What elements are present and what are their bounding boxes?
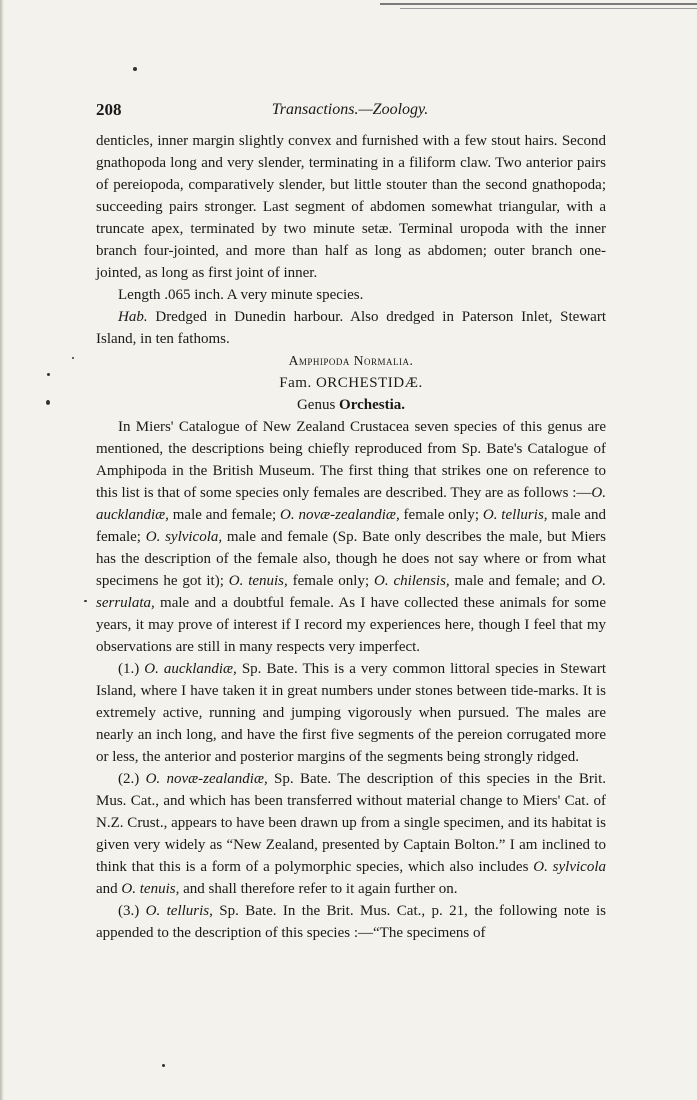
genus-prefix: Genus (296, 397, 336, 413)
species-name: O. sylvicola (533, 859, 606, 875)
page-edge-line (380, 3, 697, 5)
page-spine-shadow (0, 0, 4, 1100)
species-entry-1 (96, 658, 606, 768)
species-name: O. telluris, (145, 903, 213, 919)
entry-text: and shall therefore refer to it again further on. (179, 881, 458, 897)
intro-text: male and a doubtful female. As I have collected these animals for some years, it may prove of interest if I record my experiences here, though I feel that my observations are still in many respects very imperfect. (96, 595, 606, 655)
intro-text: In Miers' Catalogue of New Zealand Crustacea seven species of this genus are mentioned, the descriptions being chiefly reproduced from Sp. Bate's Catalogue of Amphipoda in the British Museum. The first thing that strikes one on reference to this list is that of some species only females are described. They are as follows :— (96, 419, 606, 501)
ink-speck (46, 400, 50, 405)
intro-text: male and female; (96, 507, 607, 545)
running-head: Transactions.—Zoology. (271, 101, 429, 118)
page-header (96, 100, 604, 124)
ink-speck (84, 600, 87, 602)
entry-text: Sp. Bate. In the Brit. Mus. Cat., p. 21, the following note is appended to the description of this species :—“The specimens of (96, 903, 606, 941)
intro-text: female only; (399, 507, 483, 523)
intro-text: male and female; (168, 507, 281, 523)
entry-text: Sp. Bate. The description of this species in the Brit. Mus. Cat., and which has been transferred without material change to Miers' Cat. of N.Z. Crust., appears to have been drawn up from a single specimen, and its habitat is given very widely as “New Zealand, presented by Captain Bolton.” I am inclined to think that this is a form of a polymorphic species, which also includes (96, 771, 606, 875)
intro-text: female only; (287, 573, 374, 589)
species-name: O. serrulata, (96, 573, 607, 611)
ink-speck (133, 67, 137, 71)
habitat-text: Dredged in Dunedin harbour. Also dredged in Paterson Inlet, Stewart Island, in ten fathoms. (96, 309, 606, 347)
page-edge-line (400, 8, 697, 9)
species-name: O. aucklandiæ, (96, 485, 606, 523)
species-name: O. novæ-zealandiæ, (280, 507, 400, 523)
family-heading: Fam. ORCHESTIDÆ. (279, 375, 423, 391)
species-name: O. chilensis, (374, 573, 450, 589)
genus-name: Orchestia. (339, 397, 406, 413)
suborder-heading: Amphipoda Normalia. (288, 353, 414, 368)
entry-text: and (96, 881, 122, 897)
species-name: O. tenuis, (121, 881, 180, 897)
intro-text: male and female (Sp. Bate only describes the male, but Miers has the description of the female also, though he does not say where or from what specimens he got it); (96, 529, 606, 589)
entry-text: Sp. Bate. This is a very common littoral species in Stewart Island, where I have taken it in great numbers under stones between tide-marks. It is extremely active, running and jumping vigorously when pursued. The males are nearly an inch long, and have the first five segments of the pereion corrugated more or less, the anterior and posterior margins of the segments being strongly ridged. (96, 661, 606, 765)
intro-paragraph (96, 416, 606, 658)
species-name: O. telluris, (482, 507, 548, 523)
ink-speck (72, 357, 74, 359)
description-paragraph: denticles, inner margin slightly convex and furnished with a few stout hairs. Second gnathopoda long and very slender, terminating in a filiform claw. Two anterior pairs of pereiopoda, comparatively slender, but little stouter than the second gnathopoda; succeeding pairs stronger. Last segment of abdomen somewhat triangular, with a truncate apex, terminated by two minute setæ. Terminal uropoda with the inner branch four-jointed, and more than half as long as abdomen; outer branch one-jointed, as long as first joint of inner. (96, 133, 606, 281)
entry-number: (3.) (118, 903, 146, 919)
species-name: O. sylvicola, (145, 529, 223, 545)
species-name: O. tenuis, (228, 573, 288, 589)
intro-text: male and female; and (449, 573, 592, 589)
page-number: 208 (96, 100, 122, 119)
entry-number: (2.) (118, 771, 146, 787)
genus-heading (96, 394, 606, 416)
length-line: Length .065 inch. A very minute species. (118, 287, 364, 303)
species-entry-3 (96, 900, 606, 944)
habitat-paragraph (96, 306, 606, 350)
ink-speck (47, 373, 50, 376)
species-name: O. aucklandiæ, (144, 661, 237, 677)
entry-number: (1.) (118, 661, 145, 677)
habitat-label: Hab. (118, 309, 148, 325)
ink-speck (162, 1064, 165, 1067)
species-name: O. novæ-zealandiæ, (145, 771, 268, 787)
page-body (96, 130, 606, 944)
species-entry-2 (96, 768, 606, 900)
